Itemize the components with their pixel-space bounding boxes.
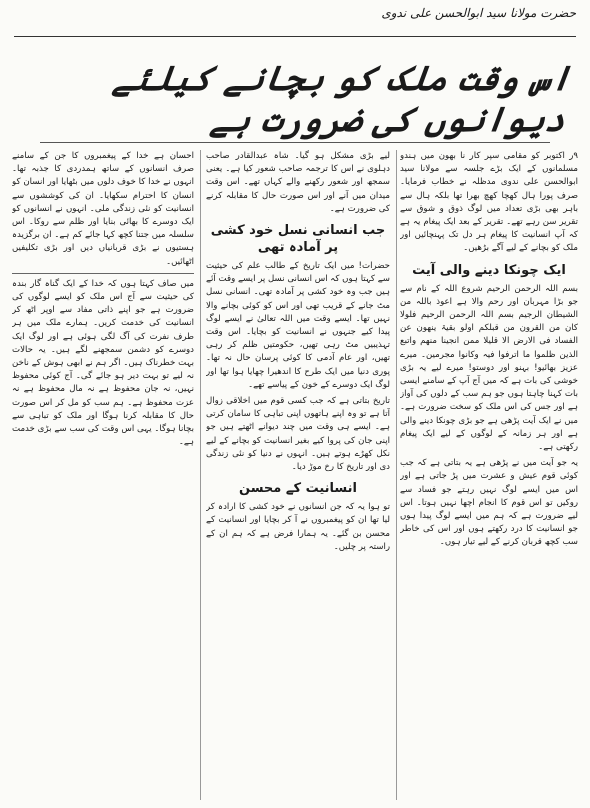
column-right	[400, 150, 578, 800]
column-left-paragraph-1: احسان ہے خدا کے پیغمبروں کا جن کے سامنے صرف انسانوں کے ساتھ ہمدردی کا جذبہ تھا۔ انہوں نے خدا کا خوف دلوں میں بٹھایا اور انسان کو انسان کا احترام سکھایا۔ ان کی کوششوں سے انسانیت کو نئی زندگی ملی۔ انہوں نے انسانوں کو ایک دوسرے کا بھائی بنایا اور ظلم سے روکا۔ اس سلسلہ میں جتنا کچھ کہا جائے کم ہے۔ ان برگزیدہ ہستیوں نے بڑی قربانیاں دیں اور بڑی تکلیفیں اٹھائیں۔	[12, 151, 194, 267]
headline-rule	[40, 142, 550, 143]
subheading-mohsin: انسانیت کے محسن	[239, 481, 357, 497]
column-left-paragraph-2: میں صاف کہتا ہوں کہ خدا کے ایک گناہ گار بندہ کی حیثیت سے آج اس ملک کو ایسے لوگوں کی ضرورت ہے جو اپنے ذاتی مفاد سے اوپر اٹھ کر انسانیت کی خدمت کریں۔ ہمارے ملک میں ہر طرف نفرت کی آگ لگی ہوئی ہے اور لوگ ایک دوسرے کو دشمن سمجھنے لگے ہیں۔ یہ حالات بہت خطرناک ہیں۔ اگر ہم نے ابھی ہوش کے ناخن نہ لیے تو بہت دیر ہو جائے گی۔ آج کوئی محفوظ نہیں، نہ جان محفوظ ہے نہ مال محفوظ ہے نہ عزت محفوظ ہے۔ ہم سب کو مل کر اس صورت حال کا مقابلہ کرنا ہوگا اور ملک کو تباہی سے بچانا ہوگا۔ یہی اس وقت کی سب سے بڑی خدمت ہے۔	[12, 278, 194, 448]
top-rule	[14, 36, 576, 37]
headline: اس وقت ملک کو بچانے کیلئے دیوانوں کی ضرورت ہے	[110, 59, 574, 140]
subheading-ayat: ایک چونکا دینے والی آیت	[412, 262, 566, 278]
column-right-paragraph-3: یہ جو آیت میں نے پڑھی ہے یہ بتاتی ہے کہ جب کوئی قوم عیش و عشرت میں پڑ جاتی ہے اور اس میں ایسے لوگ نہیں رہتے جو فساد سے روکیں تو اس قوم کا انجام اچھا نہیں ہوتا۔ اس لیے ضرورت ہے کہ ہم میں ایسے لوگ پیدا ہوں جو انسانیت کا درد رکھتے ہوں اور اس کی خاطر سب کچھ قربان کرنے کے لیے تیار ہوں۔	[400, 458, 578, 548]
column-middle-paragraph-4: تو ہوا یہ کہ جن انسانوں نے خود کشی کا ارادہ کر لیا تھا ان کو پیغمبروں نے آ کر بچایا اور انسانیت کے محسن بن گئے۔ یہ ہمارا فرض ہے کہ ہم ان کے راستہ پر چلیں۔	[206, 502, 390, 552]
subheading-insani-nasl: جب انسانی نسل خود کشی پر آمادہ تھی	[210, 223, 386, 256]
column-middle-paragraph-3: تاریخ بتاتی ہے کہ جب کسی قوم میں اخلاقی زوال آتا ہے تو وہ اپنے ہاتھوں اپنی تباہی کا سامان کرتی ہے۔ ایسے ہی وقت میں چند دیوانے اٹھتے ہیں جو اپنی جان کی پروا کیے بغیر انسانیت کو بچانے کے لیے نکل کھڑے ہوتے ہیں۔ انہوں نے دنیا کو نئی زندگی دی اور تاریخ کا رخ موڑ دیا۔	[206, 396, 390, 473]
column-right-paragraph-2: بسم اللہ الرحمن الرحیم شروع اللہ کے نام سے جو بڑا مہربان اور رحم والا ہے اعوذ باللہ من الشیطان الرجیم بسم اللہ الرحمن الرحیم فلولا کان من القرون من قبلکم اولو بقیۃ ینھون عن الفساد فی الارض الا قلیلا ممن انجینا منھم واتبع الذین ظلموا ما اترفوا فیہ وکانوا مجرمین۔ میرے عزیز بھائیو! بہنو اور دوستو! میرے لیے یہ بڑی خوشی کی بات ہے کہ میں آج آپ کے سامنے ایسی بات کہنا چاہتا ہوں جو ہم سب کے دلوں کی آواز ہے اور جس کی اس ملک کو سخت ضرورت ہے۔ میں نے ایک آیت پڑھی ہے جو بڑی چونکا دینے والی ہے اور ہر زمانہ کے لوگوں کے لیے ایک پیغام رکھتی ہے۔	[400, 283, 578, 453]
column-divider-2	[200, 150, 201, 800]
byline: حضرت مولانا سید ابوالحسن علی ندوی	[381, 6, 576, 20]
column-left	[12, 150, 194, 800]
column-right-paragraph-1: ۹ر اکتوبر کو مقامی سپر کار نا بھون میں ہندو مسلمانوں کے ایک بڑے جلسہ سے مولانا سید ابوالحسن علی ندوی مدظلہ نے خطاب فرمایا۔ صرف پورا ہال کھچا کھچ بھرا تھا بلکہ ہال سے باہر بھی بڑی تعداد میں لوگ ذوق و شوق سے تقریر سن رہے تھے۔ تقریر کے بعد ایک پیغام یہ ہے کہ آپ انسانیت کا پیغام ہر دل تک پہنچائیں اور ملک کو بچانے کے لیے آگے بڑھیں۔	[400, 151, 578, 254]
column-divider-1	[396, 150, 397, 800]
column-middle	[206, 150, 390, 800]
column-middle-paragraph-1: لیے بڑی مشکل ہو گیا۔ شاہ عبدالقادر صاحب دہلوی نے اس کا ترجمہ صاحب شعور کیا ہے۔ یعنی سمجھ اور شعور رکھنے والے کہاں تھے۔ اس وقت میدان میں آنے اور اس صورت حال کا مقابلہ کرنے کی ضرورت ہے۔	[206, 151, 390, 214]
column-middle-paragraph-2: حضرات! میں ایک تاریخ کے طالب علم کی حیثیت سے کہتا ہوں کہ اس انسانی نسل پر ایسے وقت آئے ہیں جب وہ خود کشی پر آمادہ تھی۔ انسانی نسل مٹ جانے کے قریب تھی اور اس کو کوئی بچانے والا نہیں تھا۔ ایسے وقت میں اللہ تعالیٰ نے ایسے لوگ پیدا کیے جنہوں نے انسانیت کو بچایا۔ اس وقت تہذیبیں مٹ رہی تھیں، حکومتیں ظلم کر رہی تھیں، اور عام آدمی کا کوئی پرسان حال نہ تھا۔ پوری دنیا میں ایک طرح کا اندھیرا چھایا ہوا تھا اور لوگ ایک دوسرے کے خون کے پیاسے تھے۔	[206, 261, 390, 390]
column-left-separator	[12, 273, 194, 274]
